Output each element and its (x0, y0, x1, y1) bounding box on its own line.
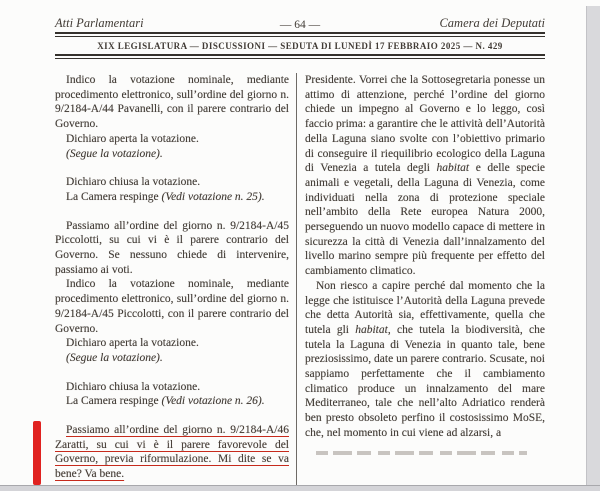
paragraph (305, 73, 545, 279)
italic-text: (Segue la votazione). (66, 147, 163, 160)
italic-text: habitat (355, 323, 388, 336)
paragraph (55, 132, 289, 147)
header-page-number: — 64 — (279, 19, 321, 31)
text-run: Dichiaro chiusa la votazione. (66, 380, 201, 393)
text-run: Indico la votazione nominale, mediante procedimento elettronico, sull’ordine del giorno n. 9/2184-A/45 Piccolotti, con il parere contrario del Governo. (55, 278, 289, 335)
paragraph (55, 190, 289, 205)
text-run: Passiamo all’ordine del giorno n. 9/2184-A/46 Zaratti, su cui vi è il parere favorevole del Governo, previa riformulazione. Mi dite se va bene? Va bene. (55, 424, 289, 481)
paragraph (55, 380, 289, 395)
paragraph (55, 219, 289, 278)
text-run: Dichiaro aperta la votazione. (66, 337, 199, 350)
paragraph (305, 279, 545, 441)
text-run: Indico la votazione nominale, mediante procedimento elettronico, sull’ordine del giorno n. 9/2184-A/44 Pavanelli, con il parere contrario del Governo. (55, 74, 289, 131)
text-run: Passiamo all’ordine del giorno n. 9/2184-A/45 Piccolotti, su cui vi è il parere contrario del Governo. Se nessuno chiede di intervenire, passiamo ai voti. (55, 219, 289, 276)
header-chamber-title: Camera dei Deputati (439, 16, 545, 30)
text-run: , che tutela la biodiversità, che tutela la Laguna di Venezia in quanto tale, bene preziosissimo, date un parere contrario. Scusate, noi sappiamo perfettamente che il cambiamento climatico produce un innalzamento del mare Mediterraneo, tale che nell’alto Adriatico renderà ben presto obsoleto perfino il costosissimo MoSE, che, nel momento in cui viene ad alzarsi, a (305, 323, 545, 439)
red-margin-marker (33, 421, 41, 485)
page-header (55, 13, 545, 59)
text-run: Presidente. Vorrei che la Sottosegretaria ponesse un attimo di attenzione, perché l’ordine del giorno chiede un impegno al Governo e lo leggo, così faccio prima: a garantire che le attività dell’Autorità della Laguna siano svolte con l’obiettivo primario di conseguire il riequilibrio ecologico della Laguna di Venezia a tutela degli (305, 74, 545, 175)
scan-edge-bottom (0, 485, 600, 491)
header-row (55, 13, 545, 32)
header-journal-title: Atti Parlamentari (55, 16, 144, 30)
text-run: La Camera respinge (66, 395, 162, 408)
text-run: Dichiaro aperta la votazione. (66, 132, 199, 145)
italic-text: (Vedi votazione n. 25). (161, 190, 265, 203)
scan-edge-right (586, 6, 600, 491)
highlighted-paragraph (55, 423, 289, 482)
text-run: Non riesco a capire perché dal momento che la legge che istituisce l’Autorità della Laguna prevede che detta Autorità sia, effettivamente, quella che tutela gli (305, 279, 545, 336)
text-run: La Camera respinge (66, 190, 162, 203)
paragraph (55, 336, 289, 351)
paragraph (55, 277, 289, 336)
paragraph (55, 147, 289, 162)
italic-text: (Vedi votazione n. 26). (161, 395, 265, 408)
left-column (55, 73, 289, 491)
text-run: e delle specie animali e vegetali, della Laguna di Venezia, come individuati nella zona di protezione speciale nell’ambito della Rete europea Natura 2000, perseguendo un nuovo modello capace di mettere in sicurezza la città di Venezia dall’innalzamento del livello marino sempre più frequente per effetto del cambiamento climatico. (305, 162, 545, 278)
document-body (55, 71, 545, 491)
italic-text: (Segue la votazione). (66, 351, 163, 364)
paragraph (55, 73, 289, 132)
paragraph (55, 175, 289, 190)
header-session-line: XIX LEGISLATURA — DISCUSSIONI — SEDUTA DI LUNEDÌ 17 FEBBRAIO 2025 — N. 429 (97, 40, 503, 51)
cut-off-line (316, 451, 527, 455)
paragraph (55, 351, 289, 366)
header-rule-bottom (55, 54, 545, 59)
text-run: Dichiaro chiusa la votazione. (66, 176, 201, 189)
right-column (296, 73, 545, 491)
italic-text: habitat (436, 162, 470, 175)
paragraph (55, 394, 289, 409)
